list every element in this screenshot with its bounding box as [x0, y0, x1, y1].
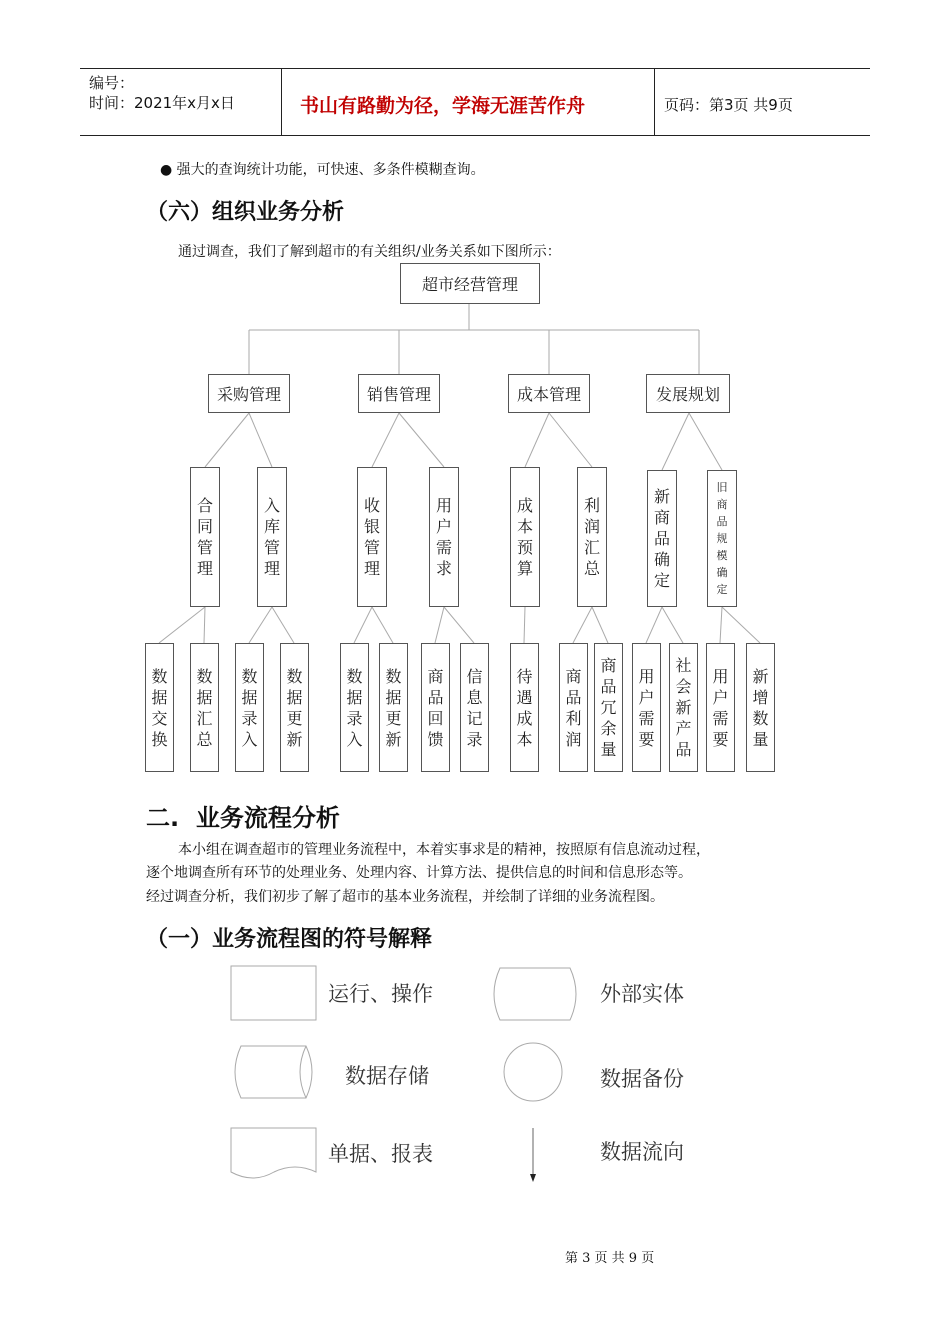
- org-node-cost: 成本管理: [508, 374, 590, 413]
- org-node-sales: 销售管理: [358, 374, 440, 413]
- legend-label-document: 单据、报表: [328, 1142, 433, 1166]
- feature-bullet: ● 强大的查询统计功能，可快速、多条件模糊查询。: [160, 162, 485, 178]
- header-page-info: 页码：第3页 共9页: [664, 96, 793, 114]
- process-para-line3: 经过调查分析，我们初步了解了超市的基本业务流程，并绘制了详细的业务流程图。: [146, 889, 664, 905]
- org-node-cashier-mgmt-label: 收银管理: [364, 496, 381, 578]
- org-leaf-11-label: 商品冗余量: [600, 656, 617, 759]
- org-intro-text: 通过调查，我们了解到超市的有关组织/业务关系如下图所示：: [178, 244, 561, 260]
- org-leaf-3-label: 数据录入: [241, 666, 258, 749]
- org-leaf-5-label: 数据录入: [346, 666, 363, 749]
- org-leaf-12-label: 用户需要: [638, 666, 655, 749]
- org-leaf-13-label: 社会新产品: [675, 656, 692, 759]
- external-entity-symbol: [494, 968, 576, 1020]
- section-heading-org-analysis: （六）组织业务分析: [146, 200, 345, 225]
- data-backup-symbol: [504, 1043, 562, 1101]
- org-node-stock-in-mgmt-label: 入库管理: [264, 496, 281, 578]
- section-heading-symbols: （一）业务流程图的符号解释: [146, 927, 433, 952]
- org-node-cost-budget-label: 成本预算: [517, 496, 534, 578]
- org-leaf-8-label: 信息记录: [466, 666, 483, 749]
- org-leaf-9-label: 待遇成本: [516, 666, 533, 749]
- org-leaf-2-label: 数据汇总: [196, 666, 213, 749]
- process-para-line2: 逐个地调查所有环节的处理业务、处理内容、计算方法、提供信息的时间和信息形态等。: [146, 865, 692, 881]
- org-node-profit-summary-label: 利润汇总: [584, 496, 601, 578]
- org-leaf-14-label: 用户需要: [712, 666, 729, 749]
- org-node-old-product-scale-label: 旧商品规模确定: [716, 481, 728, 596]
- operation-symbol: [231, 966, 316, 1020]
- org-node-new-product-label: 新商品确定: [654, 487, 671, 590]
- org-node-purchasing: 采购管理: [208, 374, 290, 413]
- legend-label-data-store: 数据存储: [345, 1064, 429, 1088]
- org-leaf-6-label: 数据更新: [385, 666, 402, 749]
- org-leaf-15-label: 新增数量: [752, 666, 769, 749]
- org-node-development: 发展规划: [646, 374, 730, 413]
- page-footer: 第 3 页 共 9 页: [565, 1251, 655, 1266]
- org-leaf-10-label: 商品利润: [565, 666, 582, 749]
- org-node-root: 超市经营管理: [400, 263, 540, 304]
- section-heading-process-analysis: 二. 业务流程分析: [146, 804, 340, 832]
- org-leaf-1-label: 数据交换: [151, 666, 168, 749]
- legend-label-data-backup: 数据备份: [600, 1067, 684, 1091]
- data-flow-arrow-head: [530, 1174, 536, 1182]
- process-para-line1: 本小组在调查超市的管理业务流程中，本着实事求是的精神，按照原有信息流动过程，: [178, 842, 710, 858]
- legend-label-data-flow: 数据流向: [600, 1140, 684, 1164]
- header-motto: 书山有路勤为径，学海无涯苦作舟: [300, 95, 586, 117]
- org-leaf-4-label: 数据更新: [286, 666, 303, 749]
- org-node-user-demand-label: 用户需求: [436, 496, 453, 578]
- document-symbol: [231, 1128, 316, 1178]
- legend-label-external-entity: 外部实体: [600, 982, 684, 1006]
- header-time-label: 时间：2021年x月x日: [89, 94, 235, 112]
- org-node-contract-mgmt-label: 合同管理: [197, 496, 214, 578]
- org-leaf-7-label: 商品回馈: [427, 666, 444, 749]
- header-number-label: 编号：: [89, 74, 135, 92]
- legend-label-operation: 运行、操作: [328, 982, 433, 1006]
